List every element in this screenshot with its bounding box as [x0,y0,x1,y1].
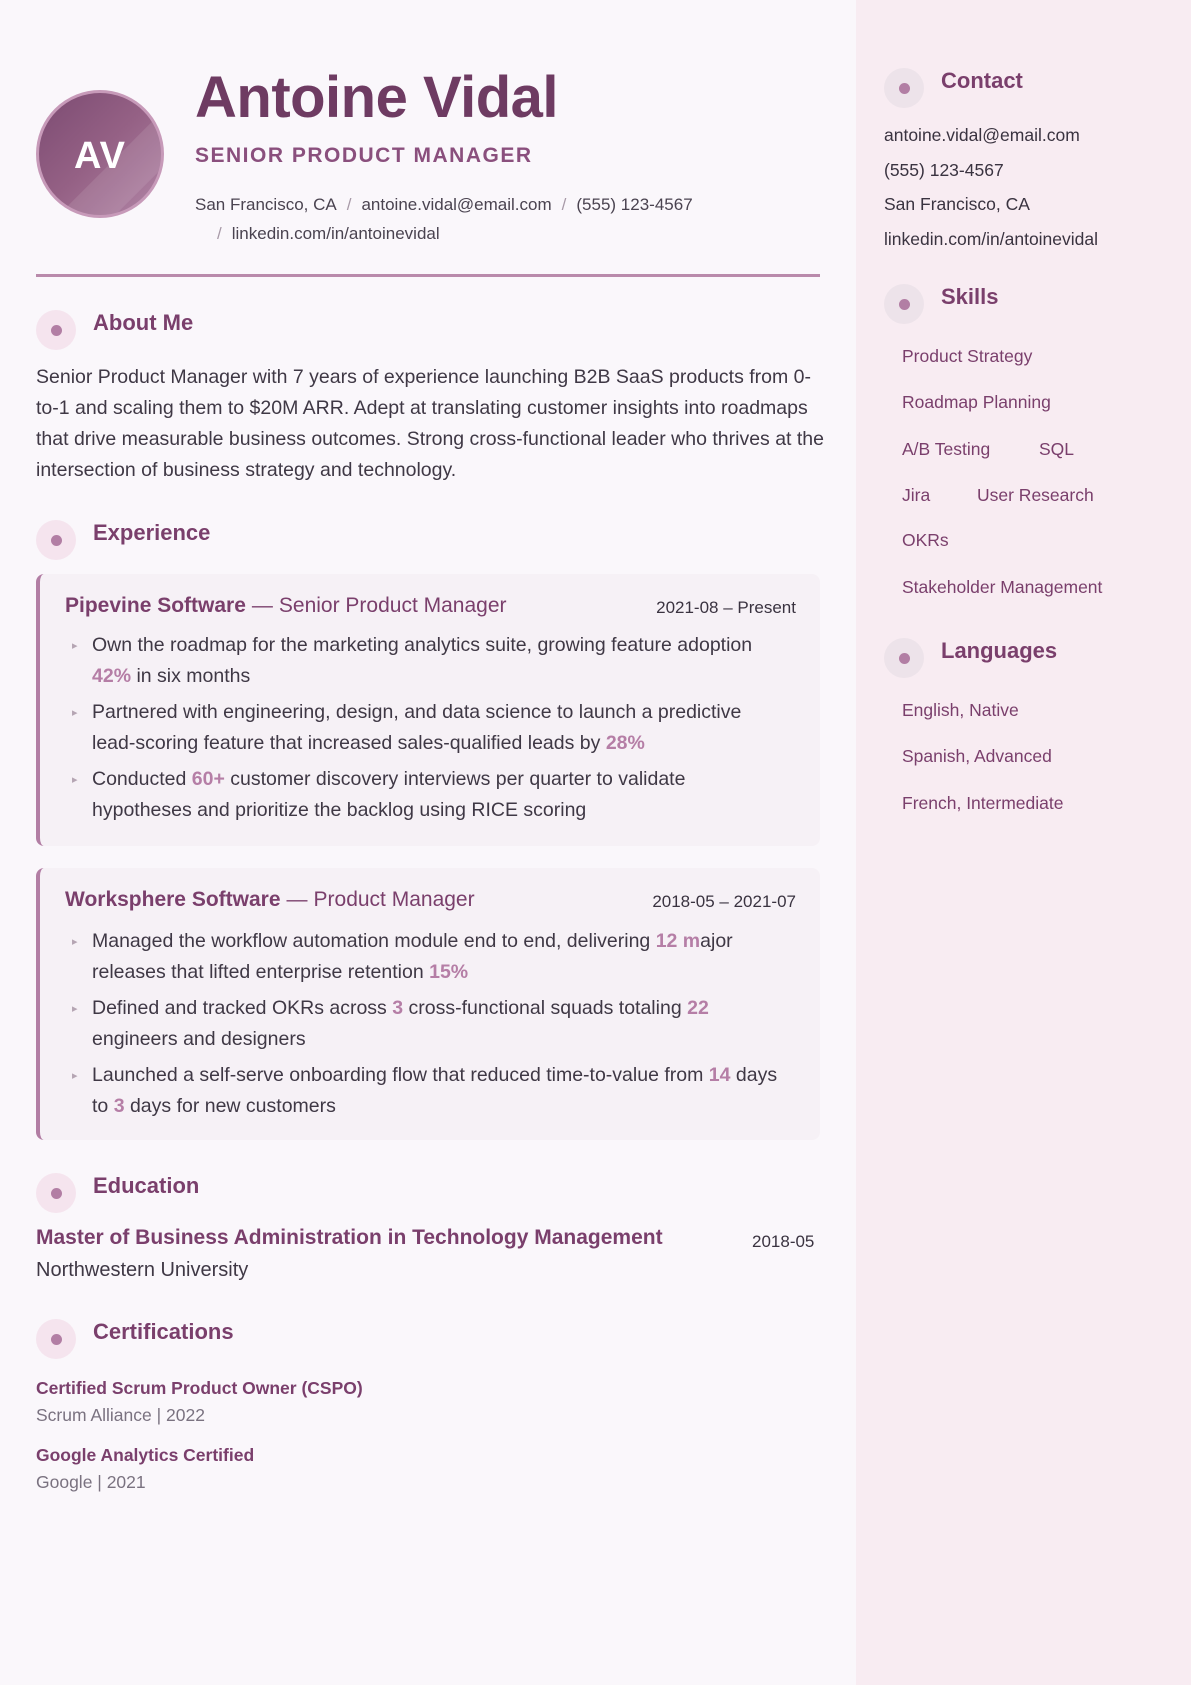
job-bullet: ▸ Defined and tracked OKRs across 3 cross-functional squads totaling 22 engineers and designers [65,993,785,1055]
skill-tag: Product Strategy [902,346,1033,366]
contact-heading: Contact [941,68,1023,93]
bullet-dot-icon [36,310,76,350]
candidate-name: Antoine Vidal [195,65,559,130]
certification-meta: Scrum Alliance | 2022 [36,1405,205,1425]
experience-card [36,868,820,1140]
sidebar-linkedin[interactable]: linkedin.com/in/antoinevidal [884,229,1099,249]
certification-name: Google Analytics Certified [36,1445,255,1465]
job-title: Senior Product Manager [278,594,507,617]
bullet-dot-icon [884,68,924,108]
job-bullet: ▸ Partnered with engineering, design, and data science to launch a predictive lead-scoring feature that increased sales-qualified leads by 28% [65,697,785,759]
sidebar-location: San Francisco, CA [884,194,1030,214]
header-linkedin[interactable]: linkedin.com/in/antoinevidal [231,224,440,243]
candidate-role: SENIOR PRODUCT MANAGER [195,144,533,167]
skill-tag: SQL [1039,439,1075,459]
language-item: French, Intermediate [902,793,1064,813]
triangle-bullet-icon: ▸ [72,707,78,719]
education-date: 2018-05 [752,1232,815,1251]
separator: / [561,195,567,214]
education-degree: Master of Business Administration in Technology Management [36,1226,663,1249]
header-divider [36,274,820,277]
education-heading: Education [93,1173,200,1198]
separator: / [346,195,352,214]
skill-tag: User Research [977,485,1094,505]
about-text: Senior Product Manager with 7 years of experience launching B2B SaaS products from 0-to-1 and scaling them to $20M ARR. Adept at translating customer insights into roadmaps that drive measurable business outcomes. Strong cross-functional leader who thrives at the intersection of business strategy and technology. [36,366,824,481]
skill-tag: A/B Testing [902,439,991,459]
header-contact-line [195,190,795,248]
header-location: San Francisco, CA [195,195,337,214]
experience-heading: Experience [93,520,211,545]
languages-heading: Languages [941,638,1058,663]
job-title-line [65,594,507,618]
skill-tag: Stakeholder Management [902,577,1103,597]
job-dash: — [286,888,308,911]
header-phone[interactable]: (555) 123-4567 [576,195,693,214]
job-title: Product Manager [313,888,475,911]
skill-tag: OKRs [902,530,949,550]
language-item: Spanish, Advanced [902,746,1052,766]
skill-tag: Roadmap Planning [902,392,1051,412]
certification-name: Certified Scrum Product Owner (CSPO) [36,1378,363,1398]
language-item: English, Native [902,700,1019,720]
header-email[interactable]: antoine.vidal@email.com [361,195,552,214]
separator: / [217,224,222,243]
bullet-dot-icon [36,1319,76,1359]
skill-tag: Jira [902,485,931,505]
job-bullet: ▸ Launched a self-serve onboarding flow that reduced time-to-value from 14 days to 3 days for new customers [65,1060,785,1122]
avatar [36,90,164,218]
avatar-initials: AV [74,135,126,177]
triangle-bullet-icon: ▸ [72,640,78,652]
triangle-bullet-icon: ▸ [72,774,78,786]
job-bullet: ▸ Managed the workflow automation module end to end, delivering 12 major releases that lifted enterprise retention 15% [65,926,785,988]
education-school: Northwestern University [36,1259,249,1281]
triangle-bullet-icon: ▸ [72,1003,78,1015]
job-bullets [65,630,785,831]
job-bullets [65,926,785,1127]
job-dates: 2021-08 – Present [656,598,796,617]
job-bullet: ▸ Conducted 60+ customer discovery interviews per quarter to validate hypotheses and prioritize the backlog using RICE scoring [65,764,785,826]
job-title-line [65,888,475,912]
sidebar [856,0,1191,1685]
skills-heading: Skills [941,284,999,309]
triangle-bullet-icon: ▸ [72,936,78,948]
sidebar-email[interactable]: antoine.vidal@email.com [884,125,1080,145]
about-heading: About Me [93,310,194,335]
job-company: Pipevine Software [65,594,246,617]
triangle-bullet-icon: ▸ [72,1070,78,1082]
job-company: Worksphere Software [65,888,281,911]
bullet-dot-icon [884,284,924,324]
certifications-heading: Certifications [93,1319,234,1344]
bullet-dot-icon [36,520,76,560]
bullet-dot-icon [884,638,924,678]
certification-meta: Google | 2021 [36,1472,146,1492]
bullet-dot-icon [36,1173,76,1213]
job-bullet: ▸ Own the roadmap for the marketing analytics suite, growing feature adoption 42% in six months [65,630,785,692]
sidebar-phone[interactable]: (555) 123-4567 [884,160,1004,180]
job-dash: — [251,594,273,617]
job-dates: 2018-05 – 2021-07 [652,892,796,911]
experience-card [36,574,820,846]
